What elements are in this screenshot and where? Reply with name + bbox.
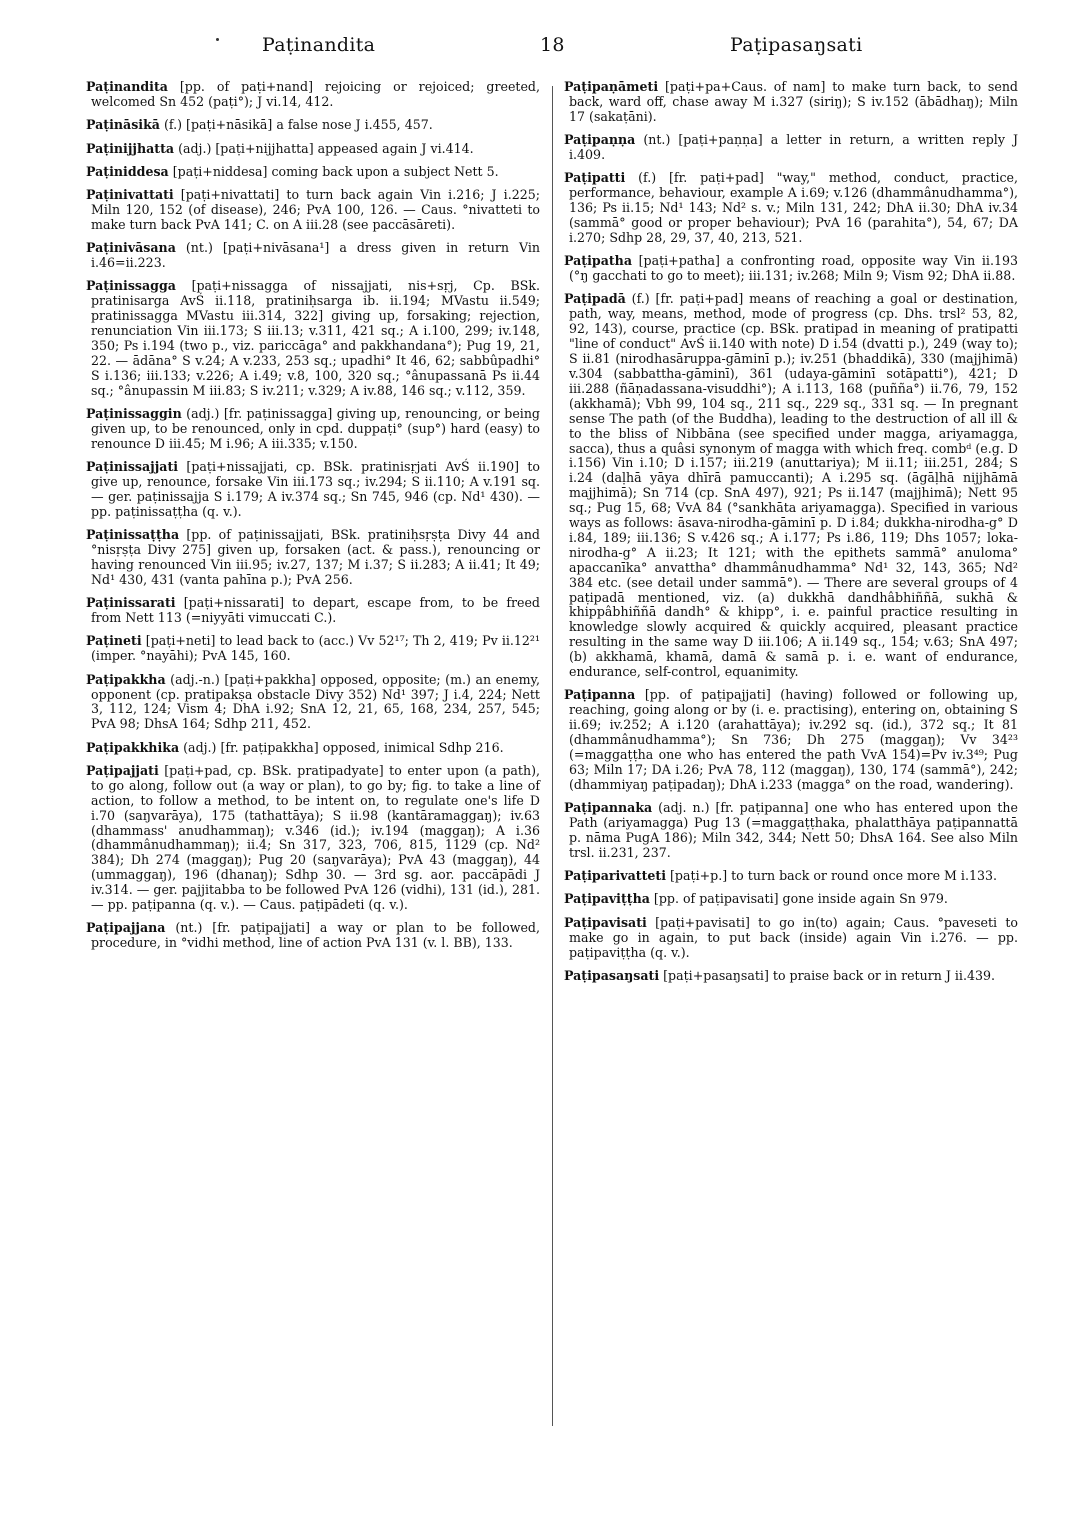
entry-definition: (f.) [fr. paṭi+pad] means of reaching a goal or destination, path, way, means, method, mode of progress (cp. Dhs. trsl² 53, 82, 92, 143), course, practice (cp. BSk. pratipad in meaning of pratipatti "line of conduct" AvŚ ii.140 with note) D i.54 (dvatti p.), 249 (way to); S ii.81 (nirodhasāruppa-gāminī p.); iv.251 (bhaddikā), 330 (majjhimā) v.304 (sabbattha-gāminī), 361 (udaya-gāminī sotāpatti°), 421; D iii.288 (ñāṇadassana-visuddhi°); A i.113, 168 (puñña°) ii.76, 79, 152 (akkhamā); Vbh 99, 104 sq., 211 sq., 229 sq., 331 sq. — In pregnant sense The path (of the Buddha), leading to the destruction of all ill & to the bliss of Nibbāna (see specified under magga, ariyamagga, sacca), thus a quâsi synonym of magga with which freq. combᵈ (e.g. D i.156) Vin i.10; D i.157; iii.219 (anuttariya); M ii.11; iii.251, 284; S i.24 (daḷhā yāya dhīrā pamuccanti); A i.295 sq. (āgāḷhā nijjhāmā majjhimā); Sn 714 (cp. SnA 497), 921; Ps ii.147 (majjhimā); Nett 95 sq.; Pug 15, 68; VvA 84 (°sankhāta ariyamagga). Specified in various ways as follows: āsava-nirodha-gāminī p. D i.84; dukkha-nirodha-g° D i.84, 189; iii.136; S v.426 sq.; A i.177; Ps i.86, 119; Dhs 1057; loka-nirodha-g° A ii.23; It 121; with the epithets sammā° anuloma° apaccanīka° anvattha° dhammânudhamma° Nd¹ 32, 143, 365; Nd² 384 etc. (see detail under sammā°). — There are several groups of 4 paṭipadā mentioned, viz. (a) dukkhā dandhâbhiññā, sukhā & khippâbhiññā dandh° & khipp°, i. e. painful practice resulting in knowledge slowly acquired & quickly acquired, pleasant practice resulting in the same way D iii.106; A ii.149 sq., 154; v.63; SnA 497; (b) akkhamā, khamā, damā & samā p. i. e. want of endurance, endurance, self-control, equanimity.	[569, 291, 1018, 680]
entry-headword: Paṭinivāsana	[86, 240, 176, 256]
entry-definition: [paṭi+pa+Caus. of nam] to make turn back, to send back, ward off, chase away M i.327 (siriŋ); S iv.152 (ābādhaŋ); Miln 17 (sakaṭāni).	[569, 79, 1018, 124]
dictionary-entry	[86, 279, 540, 398]
entry-headword: Paṭipaṇṇa	[564, 132, 636, 148]
entry-definition: (adj.) [fr. paṭinissagga] giving up, renouncing, or being given up, to be renounced, only in cpd. duppaṭi° (sup°) hard (easy) to renounce D iii.45; M i.96; A iii.335; v.150.	[91, 406, 540, 451]
entry-headword: Paṭiparivatteti	[564, 868, 667, 884]
entry-headword: Paṭipannaka	[564, 800, 653, 816]
dictionary-entry	[86, 407, 540, 452]
entry-definition: (f.) [fr. paṭi+pad] "way," method, conduct, practice, performance, behaviour, example A i.69; v.126 (dhammânudhamma°), 136; Ps ii.15; Nd¹ 143; Nd² s. v.; Miln 131, 242; DhA ii.30; DhA iv.34 (sammā° good or proper behaviour); PvA 16 (parahita°), 54, 67; DA i.270; Sdhp 28, 29, 37, 40, 213, 521.	[569, 170, 1018, 245]
dictionary-entry	[564, 688, 1018, 792]
entry-headword: Paṭipaṇāmeti	[564, 79, 659, 94]
entry-headword: Paṭinissaṭṭha	[86, 527, 180, 543]
dictionary-entry	[564, 916, 1018, 961]
entry-definition: [paṭi+nissagga of nissajjati, nis+sṛj, Cp. BSk. pratinisarga AvŚ ii.118, pratiniḥsarga ib. ii.194; MVastu ii.549; pratinissagga MVastu iii.314, 322] giving up, forsaking; rejection, renunciation Vin iii.173; S iii.13; v.311, 421 sq.; A i.100, 299; iv.148, 350; Ps i.194 (two p., viz. pariccāga° and pakkhandana°); Pug 19, 21, 22. — ādāna° S v.24; A v.233, 253 sq.; upadhi° It 46, 62; sabbûpadhi° S i.136; iii.133; v.226; A i.49; v.8, 100, 320 sq.; °ânupassanā Ps ii.44 sq.; °ânupassin M iii.83; S iv.211; v.329; A iv.88, 146 sq.; v.112, 359.	[91, 278, 540, 398]
entry-definition: (adj.-n.) [paṭi+pakkha] opposed, opposite; (m.) an enemy, opponent (cp. pratipakṣa obstacle Divy 352) Nd¹ 397; J i.4, 224; Nett 3, 112, 124; Vism 4; DhA i.92; SnA 12, 21, 65, 168, 234, 257, 545; PvA 98; DhsA 164; Sdhp 211, 452.	[91, 671, 540, 732]
entry-headword: Paṭinandita	[86, 79, 168, 94]
entry-definition: [paṭi+niddesa] coming back upon a subject Nett 5.	[168, 163, 499, 179]
entry-definition: [pp. of paṭipajjati] (having) followed or following up, reaching, going along or by (i. e. practising), entering on, obtaining S ii.69; iv.252; A i.120 (arahattāya); iv.292 sq. (id.), 372 sq.; It 81 (dhammânudhamma°); Sn 736; Dh 275 (maggaŋ); Vv 34²³ (=maggaṭṭha one who has entered the path VvA 154)=Pv iv.3⁴⁹; Pug 63; Miln 17; DA i.26; PvA 78, 112 (maggaŋ), 130, 174 (sammā°), 242; (dhammiyaŋ paṭipadaŋ); DhA i.233 (magga° on the road, wandering).	[569, 687, 1018, 792]
dictionary-entry	[86, 634, 540, 664]
entry-definition: (nt.) [paṭi+paṇṇa] a letter in return, a written reply J i.409.	[569, 132, 1018, 163]
entry-headword: Paṭipanna	[564, 687, 636, 703]
entry-headword: Paṭinissarati	[86, 595, 176, 611]
entry-definition: (adj. n.) [fr. paṭipanna] one who has entered upon the Path (ariyamagga) Pug 13 (=maggaṭṭhaka, phalatthāya paṭipannattā p. nāma PugA 186); Miln 342, 344; Nett 50; DhsA 164. See also Miln trsl. ii.231, 237.	[569, 800, 1018, 860]
header-right-guideword: Paṭipasaŋsati	[730, 34, 863, 56]
entry-definition: (adj.) [paṭi+nijjhatta] appeased again J vi.414.	[174, 140, 474, 156]
entry-headword: Paṭipasaŋsati	[564, 967, 660, 983]
entry-headword: Paṭinissaggin	[86, 406, 182, 422]
dictionary-entry	[86, 142, 540, 157]
dictionary-entry	[86, 80, 540, 110]
header-dot	[216, 38, 219, 41]
entry-definition: [paṭi+nissajjati, cp. BSk. pratinisṛjati AvŚ ii.190] to give up, renounce, forsake Vin iii.173 sq.; iv.294; S ii.110; A v.191 sq. — ger. paṭinissajja S i.179; A iv.374 sq.; Sn 745, 946 (cp. Nd¹ 430). — pp. paṭinissaṭṭha (q. v.).	[91, 459, 540, 519]
entry-headword: Paṭipajjana	[86, 920, 166, 936]
entry-definition: (nt.) [paṭi+nivāsana¹] a dress given in return Vin i.46=ii.223.	[91, 240, 540, 271]
dictionary-entry	[86, 241, 540, 271]
entry-definition: [paṭi+neti] to lead back to (acc.) Vv 52¹⁷; Th 2, 419; Pv ii.12²¹ (imper. °nayāhi); PvA 145, 160.	[91, 633, 540, 664]
entry-definition: [pp. of paṭipavisati] gone inside again Sn 979.	[649, 891, 948, 907]
dictionary-entry	[564, 892, 1018, 907]
entry-headword: Paṭinissajjati	[86, 459, 179, 475]
dictionary-entry	[86, 188, 540, 233]
dictionary-entry	[86, 764, 540, 913]
entry-definition: (adj.) [fr. paṭipakkha] opposed, inimical Sdhp 216.	[179, 739, 504, 755]
page-number: 18	[540, 34, 565, 56]
entry-headword: Paṭiniddesa	[86, 163, 169, 179]
right-column	[564, 80, 1018, 992]
entry-headword: Paṭipatha	[564, 253, 632, 269]
dictionary-entry	[564, 292, 1018, 680]
entry-definition: [pp. of paṭi+nand] rejoicing or rejoiced; greeted, welcomed Sn 452 (paṭi°); J vi.14, 412.	[91, 79, 540, 109]
dictionary-entry	[564, 80, 1018, 125]
entry-definition: [paṭi+pasaŋsati] to praise back or in return J ii.439.	[659, 967, 995, 983]
header-left-guideword: Paṭinandita	[262, 34, 376, 56]
entry-headword: Paṭipakkha	[86, 671, 166, 687]
dictionary-entry	[564, 254, 1018, 284]
column-divider	[552, 86, 553, 1426]
entry-headword: Paṭinivattati	[86, 187, 174, 203]
dictionary-entry	[564, 171, 1018, 246]
entry-headword: Paṭipatti	[564, 170, 626, 186]
page-header	[0, 34, 1073, 64]
dictionary-entry	[86, 460, 540, 520]
dictionary-entry	[564, 801, 1018, 861]
entry-definition: [paṭi+p.] to turn back or round once more M i.133.	[666, 868, 998, 884]
entry-definition: [paṭi+pad, cp. BSk. pratipadyate] to enter upon (a path), to go along, follow out (a way or plan), to go by; fig. to take a line of action, to follow a method, to be intent on, to regulate one's life D i.70 (saŋvarāya), 175 (tathattāya); S ii.98 (kantāramaggaŋ); iv.63 (dhammass' anudhammaŋ); v.346 (id.); iv.194 (maggaŋ); A i.36 (dhammânudhammaŋ); ii.4; Sn 317, 323, 706, 815, 1129 (cp. Nd² 384); Dh 274 (maggaŋ); Pug 20 (saŋvarāya); PvA 43 (maggaŋ), 44 (ummaggaŋ), 196 (dhanaŋ); Sdhp 30. — 3rd sg. aor. paccāpādi J iv.314. — ger. pajjitabba to be followed PvA 126 (vidhi), 131 (id.), 281. — pp. paṭipanna (q. v.). — Caus. paṭipādeti (q. v.).	[91, 762, 540, 913]
entry-headword: Paṭinijjhatta	[86, 140, 175, 156]
entry-headword: Paṭipadā	[564, 291, 626, 307]
dictionary-entry	[564, 969, 1018, 984]
dictionary-entry	[564, 133, 1018, 163]
entry-definition: (f.) [paṭi+nāsikā] a false nose J i.455, 457.	[159, 117, 433, 133]
dictionary-entry	[86, 165, 540, 180]
dictionary-entry	[86, 118, 540, 133]
entry-headword: Paṭineti	[86, 633, 142, 649]
entry-headword: Paṭināsikā	[86, 117, 160, 133]
entry-definition: (nt.) [fr. paṭipajjati] a way or plan to be followed, procedure, in °vidhi method, line of action PvA 131 (v. l. BB), 133.	[91, 920, 540, 951]
entry-headword: Paṭipaviṭṭha	[564, 891, 650, 907]
dictionary-entry	[564, 869, 1018, 884]
entry-headword: Paṭipajjati	[86, 762, 159, 778]
dictionary-entry	[86, 673, 540, 733]
entry-headword: Paṭipakkhika	[86, 739, 180, 755]
dictionary-entry	[86, 528, 540, 588]
entry-definition: [pp. of paṭinissajjati, BSk. pratiniḥsṛṣṭa Divy 44 and °nisṛṣṭa Divy 275] given up, forsaken (act. & pass.), renouncing or having renounced Vin iii.95; iv.27, 137; M i.37; S ii.283; A ii.41; It 49; Nd¹ 430, 431 (vanta pahīna p.); PvA 256.	[91, 527, 540, 587]
dictionary-entry	[86, 921, 540, 951]
entry-definition: [paṭi+nivattati] to turn back again Vin i.216; J i.225; Miln 120, 152 (of disease), 246; PvA 100, 126. — Caus. °nivatteti to make turn back PvA 141; C. on A iii.28 (see paccāsāreti).	[91, 187, 540, 232]
entry-definition: [paṭi+patha] a confronting road, opposite way Vin ii.193 (°ŋ gacchati to go to meet); iii.131; iv.268; Miln 9; Vism 92; DhA ii.88.	[569, 253, 1018, 284]
dictionary-entry	[86, 596, 540, 626]
entry-definition: [paṭi+nissarati] to depart, escape from, to be freed from Nett 113 (=niyyāti vimuccati C.).	[91, 595, 540, 626]
left-column	[86, 80, 540, 960]
entry-headword: Paṭinissagga	[86, 278, 176, 294]
entry-definition: [paṭi+pavisati] to go in(to) again; Caus. °paveseti to make go in again, to put back (inside) again Vin i.276. — pp. paṭipaviṭṭha (q. v.).	[569, 914, 1018, 960]
entry-headword: Paṭipavisati	[564, 914, 647, 930]
dictionary-entry	[86, 741, 540, 756]
